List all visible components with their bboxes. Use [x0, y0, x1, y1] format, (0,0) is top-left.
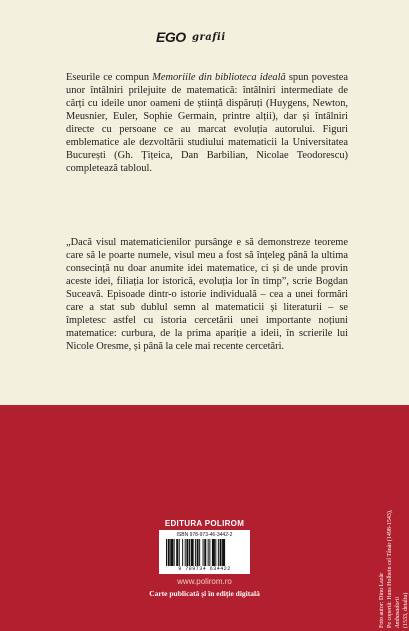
logo-ego: EGO: [156, 29, 186, 45]
book-title: Memoriile din biblioteca ideală: [152, 72, 286, 83]
barcode-stripe: [197, 539, 199, 566]
barcode-digits: 9 789734 634422: [178, 566, 231, 572]
barcode-stripe: [199, 539, 200, 566]
barcode-stripe: [186, 539, 188, 566]
barcode-stripe: [208, 539, 209, 566]
barcode-bars: [166, 539, 243, 566]
barcode-stripe: [209, 539, 210, 566]
barcode-stripe: [218, 539, 219, 566]
barcode-stripe: [166, 539, 167, 566]
barcode-stripe: [212, 539, 215, 566]
barcode-stripe: [170, 539, 173, 566]
blurb-paragraph-2: „Dacă visul matematicienilor pursânge e să demonstreze teoreme care să le poarte numele, visul meu a fost să înțeleg până la ultima consecință nu doar anumite idei matematice, ci și de unde provin aceste idei, filiația lor istorică, evoluția lor în timp”, scrie Bogdan Suceavă. Episoade dintr-o istorie individuală – cea a unei formări care a stat sub dublul semn al matematicii și literaturii – se împletesc astfel cu istoria cercetării unei importante noțiuni matematice: curbura, de la prima apariție a ideii, în scrierile lui Nicole Oresme, și până la cele mai recente cercetări.: [66, 237, 348, 353]
blurb-lead: Eseurile ce compun: [66, 72, 153, 83]
barcode-stripe: [185, 539, 186, 566]
barcode-stripe: [222, 539, 225, 566]
egografii-logo: [156, 26, 266, 52]
barcode-stripe: [179, 539, 180, 566]
publisher-website: www.polirom.ro: [177, 577, 232, 586]
barcode-stripe: [174, 539, 175, 566]
barcode-stripe: [189, 539, 190, 566]
barcode-stripe: [182, 539, 183, 566]
cover-credits: [378, 458, 409, 628]
isbn-text: ISBN 978-973-46-3442-2: [176, 532, 233, 538]
barcode: [159, 530, 250, 574]
barcode-stripe: [176, 539, 178, 566]
blurb-paragraph-1: [66, 71, 348, 175]
digital-edition-note: Carte publicată și în ediție digitală: [149, 589, 260, 598]
logo-grafii: grafii: [192, 32, 226, 43]
photo-credit: Foto autor: Dinu Lazăr: [379, 572, 385, 628]
painting-title: Ambasadorii: [395, 596, 401, 628]
barcode-stripe: [191, 539, 194, 566]
barcode-stripe: [204, 539, 206, 566]
barcode-stripe: [203, 539, 204, 566]
barcode-stripe: [220, 539, 222, 566]
cover-credit: Pe copertă: Hans Holbein cel Tânăr (1498-1543), Ambasadorii (1533, detaliu): [387, 509, 409, 628]
publisher-name: EDITURA POLIROM: [164, 519, 245, 528]
barcode-stripe: [215, 539, 216, 566]
blurb-rest: spun povestea unor întâlniri prilejuite de matematică: întâlniri intermediate de cărți cu ideile unor oameni de știință dispăruți (Huygens, Newton, Meusnier, Euler, Sophie Germain, printre alții), dar și întâlniri directe cu persoane ce au marcat evoluția autorului. Figuri emblematice ale dezvoltării studiului matematicii la Universitatea București (Gh. Țițeica, Dan Barbilian, Nicolae Teodorescu) completează tabloul.: [66, 72, 348, 175]
barcode-stripe: [195, 539, 196, 566]
barcode-stripe: [168, 539, 170, 566]
